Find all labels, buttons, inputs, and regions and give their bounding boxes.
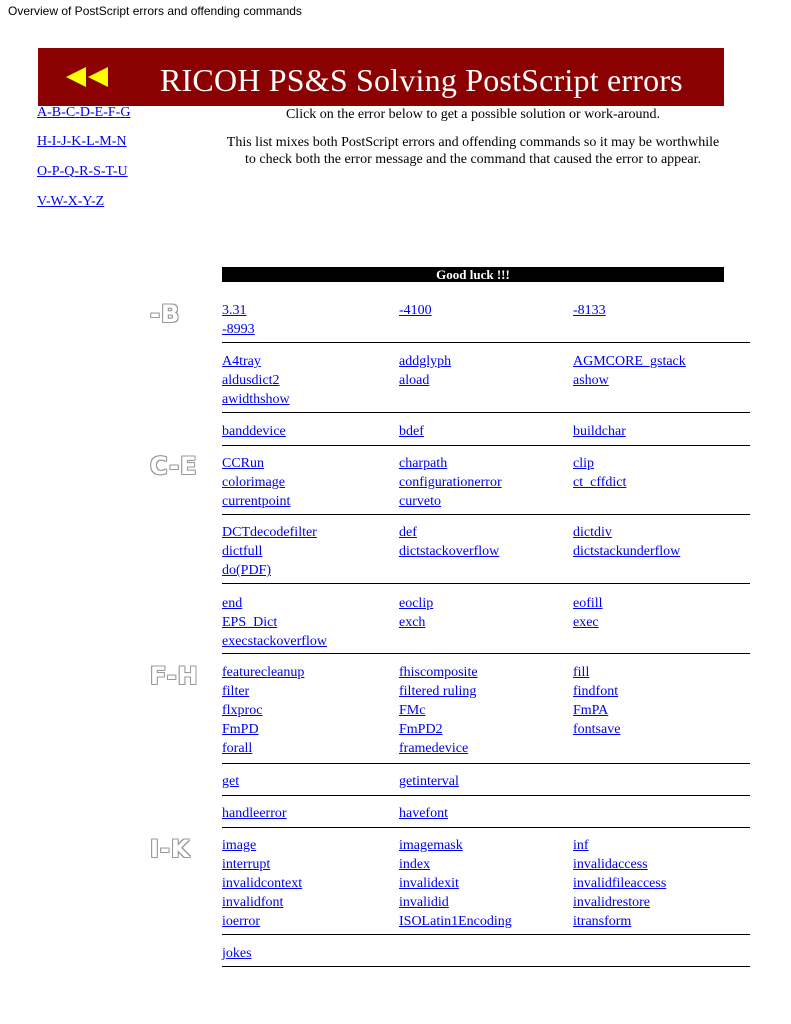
nav-dash: - <box>81 134 87 149</box>
error-link[interactable]: featurecleanup <box>222 665 305 680</box>
error-link[interactable]: forall <box>222 741 253 756</box>
error-link[interactable]: invalidexit <box>399 876 459 891</box>
section-label-b: -B <box>150 300 181 328</box>
nav-letter-a[interactable]: A <box>37 105 48 120</box>
error-link[interactable]: flxproc <box>222 703 263 718</box>
error-link[interactable]: findfont <box>573 684 619 699</box>
nav-dash: - <box>74 164 80 179</box>
error-link[interactable]: DCTdecodefilter <box>222 525 317 540</box>
nav-letter-g[interactable]: G <box>120 105 131 120</box>
nav-letter-t[interactable]: T <box>105 164 113 179</box>
error-link[interactable]: CCRun <box>222 456 265 471</box>
error-link[interactable]: dictdiv <box>573 525 612 540</box>
nav-letter-w[interactable]: W <box>50 194 63 209</box>
group-separator <box>222 827 750 828</box>
nav-letter-f[interactable]: F <box>107 105 116 120</box>
error-link[interactable]: bdef <box>399 424 424 439</box>
nav-dash: - <box>59 164 65 179</box>
error-link[interactable]: aload <box>399 373 430 388</box>
error-link[interactable]: AGMCORE_gstack <box>573 354 686 369</box>
error-link[interactable]: filtered ruling <box>399 684 477 699</box>
intro-text-1: Click on the error below to get a possible solution or work-around. <box>285 107 661 122</box>
alphabet-nav-row <box>37 194 104 210</box>
error-link[interactable]: dictfull <box>222 544 263 559</box>
nav-dash: - <box>115 105 121 120</box>
error-link[interactable]: currentpoint <box>222 494 291 509</box>
nav-letter-l[interactable]: L <box>86 134 95 149</box>
browser-title: Overview of PostScript errors and offending commands <box>8 4 302 18</box>
error-link[interactable]: handleerror <box>222 806 287 821</box>
error-link[interactable]: do(PDF) <box>222 563 272 578</box>
error-link[interactable]: interrupt <box>222 857 271 872</box>
nav-letter-m[interactable]: M <box>99 134 112 149</box>
error-link[interactable]: jokes <box>222 946 252 961</box>
nav-dash: - <box>61 105 66 120</box>
nav-letter-o[interactable]: O <box>37 164 48 179</box>
nav-letter-e[interactable]: E <box>94 105 104 120</box>
group-separator <box>222 966 750 967</box>
nav-letter-b[interactable]: B <box>51 105 62 120</box>
nav-letter-j[interactable]: J <box>61 134 67 149</box>
nav-letter-d[interactable]: D <box>79 105 90 120</box>
nav-dash: - <box>103 105 108 120</box>
error-link[interactable]: fill <box>573 665 590 680</box>
error-link[interactable]: buildchar <box>573 424 626 439</box>
error-link[interactable]: ISOLatin1Encoding <box>399 914 512 929</box>
group-separator <box>222 412 750 413</box>
nav-dash: - <box>47 105 52 120</box>
error-link[interactable]: havefont <box>399 806 448 821</box>
error-link[interactable]: image <box>222 838 257 853</box>
nav-dash: - <box>45 194 51 209</box>
error-link[interactable]: addglyph <box>399 354 452 369</box>
group-separator <box>222 445 750 446</box>
error-link[interactable]: def <box>399 525 417 540</box>
nav-dash: - <box>62 194 68 209</box>
error-link[interactable]: invalidfont <box>222 895 284 910</box>
error-link[interactable]: ashow <box>573 373 609 388</box>
group-separator <box>222 934 750 935</box>
error-link[interactable]: exch <box>399 615 426 630</box>
error-link[interactable]: dictstackunderflow <box>573 544 681 559</box>
nav-letter-i[interactable]: I <box>51 134 57 149</box>
error-link[interactable]: FmPA <box>573 703 609 718</box>
error-link[interactable]: invalidcontext <box>222 876 303 891</box>
error-link[interactable]: configurationerror <box>399 475 502 490</box>
error-link[interactable]: invalidrestore <box>573 895 650 910</box>
nav-letter-u[interactable]: U <box>117 164 128 179</box>
section-label-i-k: I-K <box>150 835 191 863</box>
nav-letter-n[interactable]: N <box>116 134 127 149</box>
nav-letter-x[interactable]: X <box>67 194 78 209</box>
nav-dash: - <box>100 164 106 179</box>
error-link[interactable]: fontsave <box>573 722 621 737</box>
nav-letter-k[interactable]: K <box>71 134 82 149</box>
intro-text-2: This list mixes both PostScript errors and offending commands so it may be worthwhile to check both the error message and the command that caused the error to appear. <box>226 135 720 167</box>
nav-letter-z[interactable]: Z <box>95 194 105 209</box>
error-link[interactable]: imagemask <box>399 838 463 853</box>
page-title: RICOH PS&S Solving PostScript errors <box>160 62 683 98</box>
nav-letter-q[interactable]: Q <box>64 164 75 179</box>
nav-dash: - <box>47 164 52 179</box>
error-link[interactable]: index <box>399 857 431 872</box>
group-separator <box>222 653 750 654</box>
nav-dash: - <box>47 134 52 149</box>
error-link[interactable]: -8133 <box>573 303 606 318</box>
error-link[interactable]: invalidfileaccess <box>573 876 667 891</box>
error-link[interactable]: get <box>222 774 240 789</box>
nav-dash: - <box>94 134 100 149</box>
group-separator <box>222 342 750 343</box>
error-link[interactable]: invalidid <box>399 895 449 910</box>
alphabet-nav-row <box>37 105 130 121</box>
group-separator <box>222 795 750 796</box>
error-link[interactable]: dictstackoverflow <box>399 544 500 559</box>
nav-dash: - <box>112 164 118 179</box>
nav-dash: - <box>90 194 96 209</box>
nav-dash: - <box>66 134 72 149</box>
nav-dash: - <box>89 105 95 120</box>
nav-dash: - <box>56 134 62 149</box>
nav-letter-c[interactable]: C <box>65 105 76 120</box>
error-link[interactable]: eoclip <box>399 596 434 611</box>
nav-dash: - <box>75 105 80 120</box>
nav-letter-p[interactable]: P <box>51 164 60 179</box>
nav-letter-s[interactable]: S <box>93 164 101 179</box>
error-link[interactable]: EPS_Dict <box>222 615 278 630</box>
error-link[interactable]: FMc <box>399 703 426 718</box>
error-link[interactable]: eofill <box>573 596 603 611</box>
alphabet-nav-row <box>37 164 128 180</box>
error-link[interactable]: clip <box>573 456 594 471</box>
error-link[interactable]: execstackoverflow <box>222 634 327 649</box>
nav-dash: - <box>77 194 83 209</box>
error-link[interactable]: FmPD2 <box>399 722 443 737</box>
error-link[interactable]: ct_cffdict <box>573 475 627 490</box>
group-separator <box>222 514 750 515</box>
error-link[interactable]: banddevice <box>222 424 286 439</box>
error-link[interactable]: exec <box>573 615 599 630</box>
error-link[interactable]: colorimage <box>222 475 285 490</box>
error-link[interactable]: filter <box>222 684 250 699</box>
nav-letter-r[interactable]: R <box>79 164 89 179</box>
error-link[interactable]: A4tray <box>222 354 261 369</box>
error-link[interactable]: end <box>222 596 243 611</box>
error-link[interactable]: aldusdict2 <box>222 373 280 388</box>
section-label-c-e: C-E <box>150 452 198 480</box>
alphabet-nav-row <box>37 134 127 150</box>
good-luck-bar: Good luck !!! <box>222 267 724 282</box>
nav-letter-v[interactable]: V <box>37 194 46 209</box>
double-left-arrow-icon[interactable] <box>66 67 110 87</box>
error-link[interactable]: ioerror <box>222 914 261 929</box>
error-link[interactable]: invalidaccess <box>573 857 648 872</box>
error-link[interactable]: fhiscomposite <box>399 665 478 680</box>
section-label-f-h: F-H <box>150 662 199 690</box>
error-link[interactable]: awidthshow <box>222 392 290 407</box>
nav-letter-h[interactable]: H <box>37 134 48 149</box>
error-link[interactable]: FmPD <box>222 722 259 737</box>
error-link[interactable]: getinterval <box>399 774 459 789</box>
error-link[interactable]: framedevice <box>399 741 469 756</box>
error-link[interactable]: charpath <box>399 456 448 471</box>
nav-letter-y[interactable]: Y <box>82 194 91 209</box>
error-link[interactable]: -8993 <box>222 322 255 337</box>
error-link[interactable]: -4100 <box>399 303 432 318</box>
error-link[interactable]: itransform <box>573 914 632 929</box>
group-separator <box>222 583 750 584</box>
group-separator <box>222 763 750 764</box>
error-link[interactable]: inf <box>573 838 589 853</box>
nav-dash: - <box>88 164 94 179</box>
header-banner <box>38 48 724 106</box>
error-link[interactable]: 3.31 <box>222 303 247 318</box>
error-link[interactable]: curveto <box>399 494 441 509</box>
nav-dash: - <box>111 134 117 149</box>
